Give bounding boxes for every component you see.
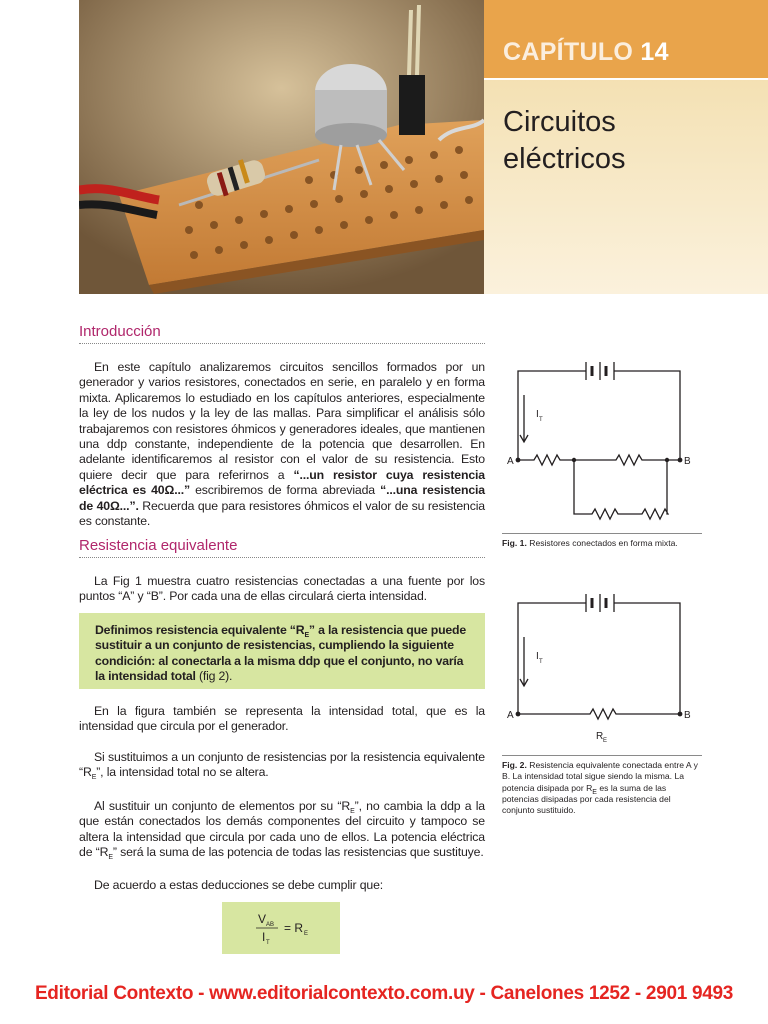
figure-2-caption — [502, 755, 702, 816]
formula-numerator: V — [258, 912, 267, 926]
formula-svg — [222, 902, 340, 954]
equiv-text-4b: ”, no cambia la ddp a la que están conectados los demás componentes del circuito y tampoco se altera la intensidad que circula por cada uno de ellos. La potencia eléctrica de “R — [79, 799, 485, 860]
equiv-text-2: En la figura también se representa la intensidad total, que es la intensidad que circula por el generador. — [79, 704, 485, 734]
fig2-label-re: R — [596, 731, 604, 742]
definition-text-a: Definimos resistencia equivalente “R — [95, 623, 305, 637]
equiv-text-5: De acuerdo a estas deducciones se debe cumplir que: — [94, 878, 384, 892]
fig2-equivalent-branch — [518, 709, 680, 719]
intro-text-3: Recuerda que para resistores óhmicos el valor de su resistencia es constante. — [79, 498, 485, 529]
equiv-paragraph-1 — [79, 574, 485, 605]
equiv-text-3a: Si sustituimos a un conjunto de resistencias por la resistencia equivalente “R — [79, 750, 485, 780]
equiv-text-4c: ” será la suma de las potencia de todas las resistencias que sustituye. — [112, 845, 484, 860]
fig2-caption-text-b: es la suma de las potencias disipadas por cada resistencia del conjunto sustituido. — [502, 782, 671, 816]
intro-text-1: En este capítulo analizaremos circuitos sencillos formados por un generador y varios resistores, conectados en serie, en paralelo y en forma mixta. Aplicaremos lo estudiado en los capítulos anteriores, especialmente la ley de los nudos y la ley de las mallas. Para simplificar el análisis sólo trabajaremos con resistores óhmicos y generadores ideales, que mantienen una ddp constante, independiente de la potencia que desarrollen. En adelante identificaremos al resistor con el valor de su resistencia. Esto quiere decir que para referirnos a — [79, 360, 485, 482]
chapter-label — [503, 38, 669, 67]
chapter-number: 14 — [640, 38, 669, 66]
fig2-label-a: A — [507, 710, 514, 721]
equiv-sub-4a: E — [350, 808, 355, 815]
figure-1-caption — [502, 533, 702, 549]
header-photo — [79, 0, 484, 294]
chapter-title — [503, 104, 753, 178]
footer-publisher-info: Editorial Contexto - www.editorialcontexto.com.uy - Canelones 1252 - 2901 9493 — [34, 983, 734, 1004]
header-divider — [484, 78, 768, 80]
fig1-label-it: I — [536, 409, 539, 420]
chapter-title-line1: Circuitos — [503, 106, 616, 138]
definition-text-b: ” a la resistencia que puede sustituir a un conjunto de resistencias, cumpliendo la siguiente condición: al conectarla a la misma ddp que el conjunto, no varía la intensidad total — [95, 623, 466, 684]
section-heading-resistencia-equivalente: Resistencia equivalente — [79, 537, 485, 558]
definition-sub: E — [304, 632, 309, 639]
fig2-label-re-sub: E — [603, 738, 608, 744]
formula-rhs-sub: E — [304, 931, 309, 937]
equiv-sub-3: E — [91, 774, 97, 782]
equiv-text-1: La Fig 1 muestra cuatro resistencias conectadas a una fuente por los puntos “A” y “B”. Por cada una de ellas circulará cierta intensidad. — [79, 574, 485, 604]
section-heading-introduccion: Introducción — [79, 323, 485, 344]
equiv-paragraph-4 — [79, 799, 485, 861]
fig1-bottom-branch — [574, 460, 668, 519]
equiv-text-4a: Al sustituir un conjunto de elementos por su “R — [94, 799, 351, 813]
formula-box — [222, 902, 340, 954]
fig2-label-b: B — [684, 710, 691, 721]
equiv-paragraph-5 — [79, 878, 485, 893]
intro-text-2: escribiremos de forma abreviada — [195, 483, 375, 498]
fig2-label-it: I — [536, 651, 539, 662]
equiv-paragraph-3 — [79, 750, 485, 781]
fig2-label-it-sub: T — [539, 659, 543, 665]
fig1-label-b: B — [684, 456, 691, 467]
intro-quote-2: “...una resistencia de 40Ω...”. — [79, 483, 485, 513]
figure-2-circuit — [504, 589, 702, 749]
fig1-caption-number: Fig. 1. — [502, 538, 527, 548]
chapter-title-line2: eléctricos — [503, 143, 626, 175]
fig2-caption-sub: E — [592, 788, 597, 796]
chapter-word: CAPÍTULO — [503, 38, 634, 66]
equiv-text-3b: ”, la intensidad total no se altera. — [96, 765, 269, 780]
equiv-sub-4b: E — [108, 854, 113, 862]
definition-box — [79, 613, 485, 689]
fig1-caption-text: Resistores conectados en forma mixta. — [529, 538, 678, 548]
fig2-caption-text-a: Resistencia equivalente conectada entre A y B. La intensidad total sigue siendo la misma. La potencia disipada por R — [502, 760, 698, 793]
fig2-caption-number: Fig. 2. — [502, 760, 527, 770]
fig1-top-wire — [518, 371, 680, 460]
formula-denominator-sub: T — [266, 940, 270, 946]
intro-quote-1: “...un resistor cuya resistencia eléctrica es 40Ω...” — [79, 467, 485, 498]
fig1-label-a: A — [507, 456, 514, 467]
formula-numerator-sub: AB — [266, 922, 275, 928]
equiv-paragraph-2 — [79, 704, 485, 735]
circuit-board-photo — [79, 0, 484, 294]
formula-denominator: I — [262, 930, 266, 944]
figure-1-circuit — [504, 357, 702, 527]
fig1-middle-branch — [518, 455, 680, 465]
fig1-label-it-sub: T — [539, 417, 543, 423]
formula-rhs: = R — [284, 921, 304, 935]
definition-text-c: (fig 2). — [198, 669, 233, 684]
intro-paragraph — [79, 360, 485, 529]
